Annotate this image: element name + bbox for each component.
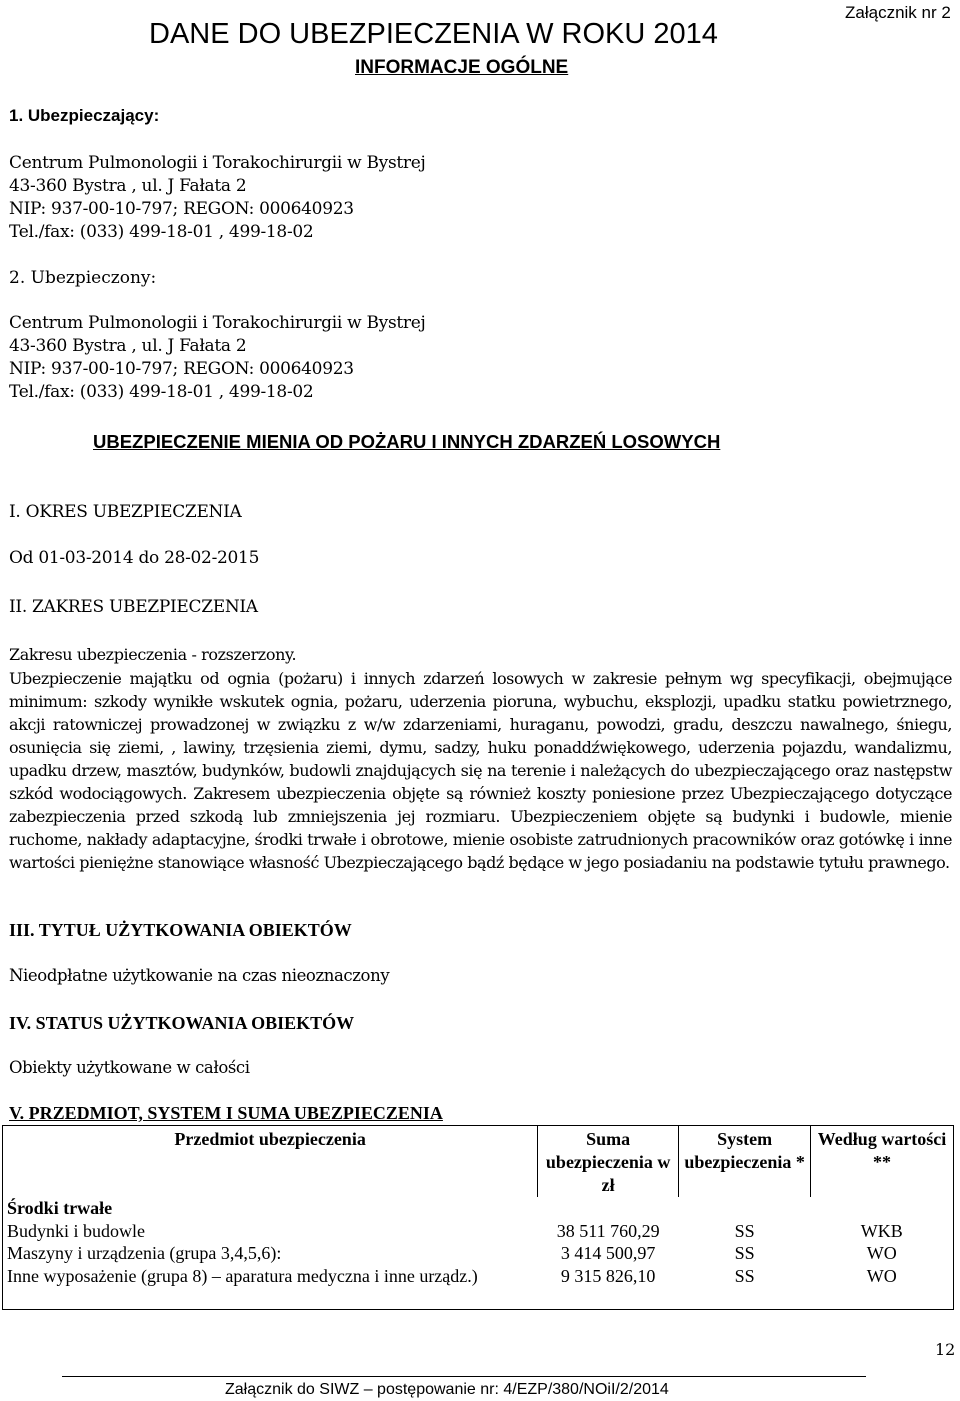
insuring-heading: 1. Ubezpieczający: xyxy=(9,106,160,125)
scope-body: Ubezpieczenie majątku od ognia (pożaru) i innych zdarzeń losowych w zakresie pełnym wg specyfikacji, obejmujące minimum: szkody wynikłe wskutek ognia, pożaru, uderzenia pioruna, wybuchu, eksplozji, upadku statku powietrznego, akcji ratowniczej prowadzonej w związku z w/w zdarzeniami, huraganu, powodzi, gradu, deszczu nawalnego, śniegu, osunięcia się ziemi, , lawiny, trzęsienia ziemi, dymu, sadzy, huku ponaddźwiękowego, uderzenia pojazdu, wandalizmu, upadku drzew, masztów, budynków, budowli znajdujących się na terenie i należących do ubezpieczającego oraz następstw szkód wodociągowych. Zakresem ubezpieczenia objęte są również koszty poniesione przez Ubezpieczającego dotyczące zabezpieczenia przed szkodą lub zmniejszenia jej rozmiaru. Ubezpieczeniem objęte są budynki i budowle, mienie ruchome, nakłady adaptacyjne, środki trwałe i obrotowe, mienie osobiste zatrudnionych pracowników oraz gotówkę i inne wartości pieniężne stanowiące własność Ubezpieczającego bądź będące w jego posiadaniu na podstawie tytułu prawnego. xyxy=(9,669,952,872)
row-system: SS xyxy=(734,1220,755,1241)
table-header-row xyxy=(3,1126,954,1198)
footer-divider xyxy=(62,1376,866,1377)
status-use-heading: IV. STATUS UŻYTKOWANIA OBIEKTÓW xyxy=(9,1013,355,1033)
insuring-line: Tel./fax: (033) 499-18-01 , 499-18-02 xyxy=(9,222,314,242)
row-valuation: WO xyxy=(866,1243,897,1263)
title-use-heading: III. TYTUŁ UŻYTKOWANIA OBIEKTÓW xyxy=(9,920,352,940)
row-sum: 38 511 760,29 xyxy=(556,1220,660,1241)
scope-heading: II. ZAKRES UBEZPIECZENIA xyxy=(9,597,258,617)
insured-line: NIP: 937-00-10-797; REGON: 000640923 xyxy=(9,359,354,379)
column-header-valuation: Według wartości ** xyxy=(817,1129,947,1172)
footer-text: Załącznik do SIWZ – postępowanie nr: 4/EZP/380/NOiI/2/2014 xyxy=(225,1381,669,1398)
row-valuation: WKB xyxy=(860,1220,903,1241)
page-number: 12 xyxy=(935,1340,956,1359)
table-spacer-row xyxy=(3,1287,954,1310)
column-header-subject: Przedmiot ubezpieczenia xyxy=(3,1126,538,1198)
document-title: DANE DO UBEZPIECZENIA W ROKU 2014 xyxy=(149,18,718,50)
attachment-label: Załącznik nr 2 xyxy=(845,3,951,22)
group-label: Środki trwałe xyxy=(7,1198,113,1218)
table-group-row xyxy=(3,1197,954,1220)
row-system: SS xyxy=(734,1243,755,1263)
subject-heading: V. PRZEDMIOT, SYSTEM I SUMA UBEZPIECZENIA xyxy=(9,1103,443,1123)
row-name: Budynki i budowle xyxy=(7,1220,145,1241)
insured-heading: 2. Ubezpieczony: xyxy=(9,268,157,288)
row-name: Inne wyposażenie (grupa 8) – aparatura medyczna i inne urządz.) xyxy=(7,1265,478,1286)
document-subtitle: INFORMACJE OGÓLNE xyxy=(355,57,569,78)
column-header-sum: Suma ubezpieczenia w zł xyxy=(538,1126,679,1198)
insuring-line: Centrum Pulmonologii i Torakochirurgii w Bystrej xyxy=(9,153,426,173)
insuring-line: 43-360 Bystra , ul. J Fałata 2 xyxy=(9,176,247,196)
column-header-system: System ubezpieczenia * xyxy=(679,1126,811,1198)
section-title: UBEZPIECZENIE MIENIA OD POŻARU I INNYCH ZDARZEŃ LOSOWYCH xyxy=(93,431,721,452)
insured-line: 43-360 Bystra , ul. J Fałata 2 xyxy=(9,336,247,356)
insuring-line: NIP: 937-00-10-797; REGON: 000640923 xyxy=(9,199,354,219)
period-heading: I. OKRES UBEZPIECZENIA xyxy=(9,502,242,522)
status-use-text: Obiekty użytkowane w całości xyxy=(9,1058,250,1077)
insured-line: Tel./fax: (033) 499-18-01 , 499-18-02 xyxy=(9,382,314,402)
title-use-text: Nieodpłatne użytkowanie na czas nieoznaczony xyxy=(9,966,390,985)
row-system: SS xyxy=(734,1265,755,1286)
table-row xyxy=(3,1220,954,1243)
insurance-table xyxy=(2,1125,954,1310)
table-row xyxy=(3,1265,954,1288)
row-valuation: WO xyxy=(866,1265,897,1286)
row-name: Maszyny i urządzenia (grupa 3,4,5,6): xyxy=(7,1243,282,1263)
insured-line: Centrum Pulmonologii i Torakochirurgii w Bystrej xyxy=(9,313,426,333)
table-row xyxy=(3,1242,954,1265)
scope-intro: Zakresu ubezpieczenia - rozszerzony. xyxy=(9,645,297,664)
row-sum: 3 414 500,97 xyxy=(560,1243,656,1263)
row-sum: 9 315 826,10 xyxy=(560,1265,656,1286)
period-text: Od 01-03-2014 do 28-02-2015 xyxy=(9,548,260,568)
